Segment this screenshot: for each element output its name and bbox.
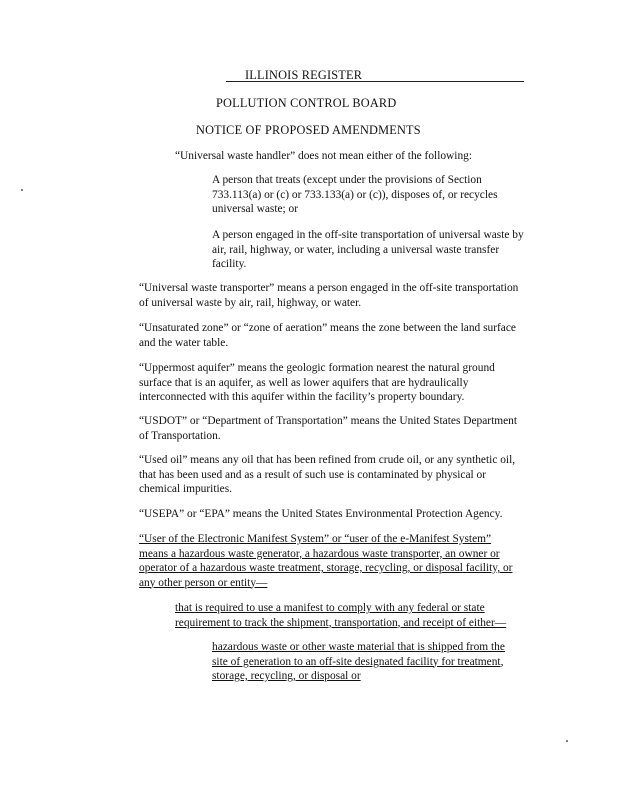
definition-unsaturated-zone: “Unsaturated zone” or “zone of aeration” means the zone between the land surface and the water table. xyxy=(139,322,516,349)
definition-e-manifest-user: “User of the Electronic Manifest System” or “user of the e-Manifest System” means a hazardous waste generator, a hazardous waste transporter, an owner or operator of a hazardous waste treatment, storage, recycling, or disposal facility, or any other person or entity— xyxy=(139,533,513,589)
definition-usdot: “USDOT” or “Department of Transportation” means the United States Department of Transportation. xyxy=(139,415,518,442)
scan-speck xyxy=(21,189,23,191)
scan-speck xyxy=(566,740,568,742)
definition-usepa: “USEPA” or “EPA” means the United States Environmental Protection Agency. xyxy=(139,508,503,520)
definition-used-oil: “Used oil” means any oil that has been refined from crude oil, or any synthetic oil, that has been used and as a result of such use is contaminated by physical or chemical impurities. xyxy=(139,454,516,495)
definition-universal-waste-handler-intro: “Universal waste handler” does not mean either of the following: xyxy=(175,150,473,162)
notice-title: NOTICE OF PROPOSED AMENDMENTS xyxy=(196,123,421,137)
e-manifest-user-clause: that is required to use a manifest to comply with any federal or state requirement to track the shipment, transportation, and receipt of either— xyxy=(175,602,507,629)
handler-exclusion-treats: A person that treats (except under the provisions of Section 733.113(a) or (c) or 733.133(a) or (c)), disposes of, or recycles universal waste; or xyxy=(212,174,498,215)
e-manifest-user-subclause: hazardous waste or other waste material that is shipped from the site of generation to an off-site designated facility for treatment, storage, recycling, or disposal or xyxy=(212,641,505,682)
register-title: ILLINOIS REGISTER xyxy=(245,68,363,82)
definition-uppermost-aquifer: “Uppermost aquifer” means the geologic formation nearest the natural ground surface that is an aquifer, as well as lower aquifers that are hydraulically interconnected with this aquifer within the facility’s property boundary. xyxy=(139,362,495,403)
definition-universal-waste-transporter: “Universal waste transporter” means a person engaged in the off-site transportation of universal waste by air, rail, highway, or water. xyxy=(139,282,519,309)
handler-exclusion-transport: A person engaged in the off-site transportation of universal waste by air, rail, highway, or water, including a universal waste transfer facility. xyxy=(212,229,524,270)
board-title: POLLUTION CONTROL BOARD xyxy=(216,96,397,110)
